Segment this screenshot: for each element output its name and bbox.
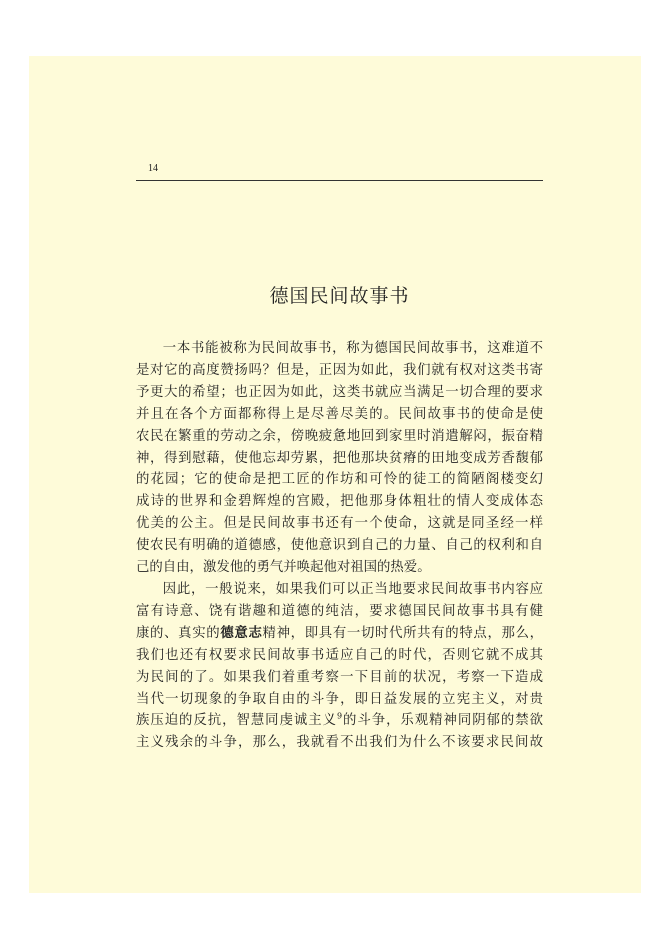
text-line: 己的自由，激发他的勇气并唤起他对祖国的热爱。 bbox=[136, 560, 431, 576]
text-line: 优美的公主。但是民间故事书还有一个使命，这就是同圣经一样 bbox=[136, 516, 543, 532]
text-segment: 的斗争，乐观精神同阴郁的禁欲 bbox=[342, 713, 543, 729]
text-line: 使农民有明确的道德感，使他意识到自己的力量、自己的权利和自 bbox=[136, 538, 543, 554]
text-line: 我们也还有权要求民间故事书适应自己的时代，否则它就不成其 bbox=[136, 647, 543, 663]
text-line: 当代一切现象的争取自由的斗争，即日益发展的立宪主义，对贵 bbox=[136, 691, 543, 707]
paragraph-2 bbox=[136, 579, 543, 754]
text-line: 神，得到慰藉，使他忘却劳累，把他那块贫瘠的田地变成芳香馥郁 bbox=[136, 450, 543, 466]
text-line: 主义残余的斗争，那么，我就看不出我们为什么不该要求民间故 bbox=[136, 735, 543, 751]
emphasis-deutsch: 德意志 bbox=[220, 624, 263, 641]
text-segment: 族压迫的反抗，智慧同虔诚主义 bbox=[136, 713, 337, 729]
text-line: 的花园；它的使命是把工匠的作坊和可怜的徒工的简陋阁楼变幻 bbox=[136, 472, 543, 488]
chapter-title: 德国民间故事书 bbox=[269, 285, 410, 307]
paragraph-1 bbox=[136, 338, 543, 579]
text-line: 并且在各个方面都称得上是尽善尽美的。民间故事书的使命是使 bbox=[136, 406, 543, 422]
text-line-with-emphasis bbox=[136, 623, 543, 645]
text-line: 是对它的高度赞扬吗？但是，正因为如此，我们就有权对这类书寄 bbox=[136, 362, 543, 378]
text-line: 为民间的了。如果我们着重考察一下目前的状况，考察一下造成 bbox=[136, 669, 543, 685]
body-text bbox=[136, 338, 543, 754]
text-line: 因此，一般说来，如果我们可以正当地要求民间故事书内容应 bbox=[162, 581, 543, 597]
text-line: 成诗的世界和金碧辉煌的宫殿，把他那身体粗壮的情人变成体态 bbox=[136, 494, 543, 510]
text-line: 农民在繁重的劳动之余，傍晚疲惫地回到家里时消遣解闷，振奋精 bbox=[136, 428, 543, 444]
text-line: 一本书能被称为民间故事书，称为德国民间故事书，这难道不 bbox=[162, 341, 543, 356]
text-line-with-footnote bbox=[136, 710, 543, 732]
text-segment: 康的、真实的 bbox=[136, 625, 221, 641]
footnote-marker[interactable]: 9 bbox=[336, 711, 343, 721]
page-number: 14 bbox=[148, 163, 158, 174]
header-rule bbox=[136, 180, 543, 181]
text-line: 予更大的希望；也正因为如此，这类书就应当满足一切合理的要求 bbox=[136, 384, 543, 400]
text-segment: 精神，即具有一切时代所共有的特点，那么， bbox=[262, 625, 543, 641]
text-line: 富有诗意、饶有谐趣和道德的纯洁，要求德国民间故事书具有健 bbox=[136, 603, 543, 619]
